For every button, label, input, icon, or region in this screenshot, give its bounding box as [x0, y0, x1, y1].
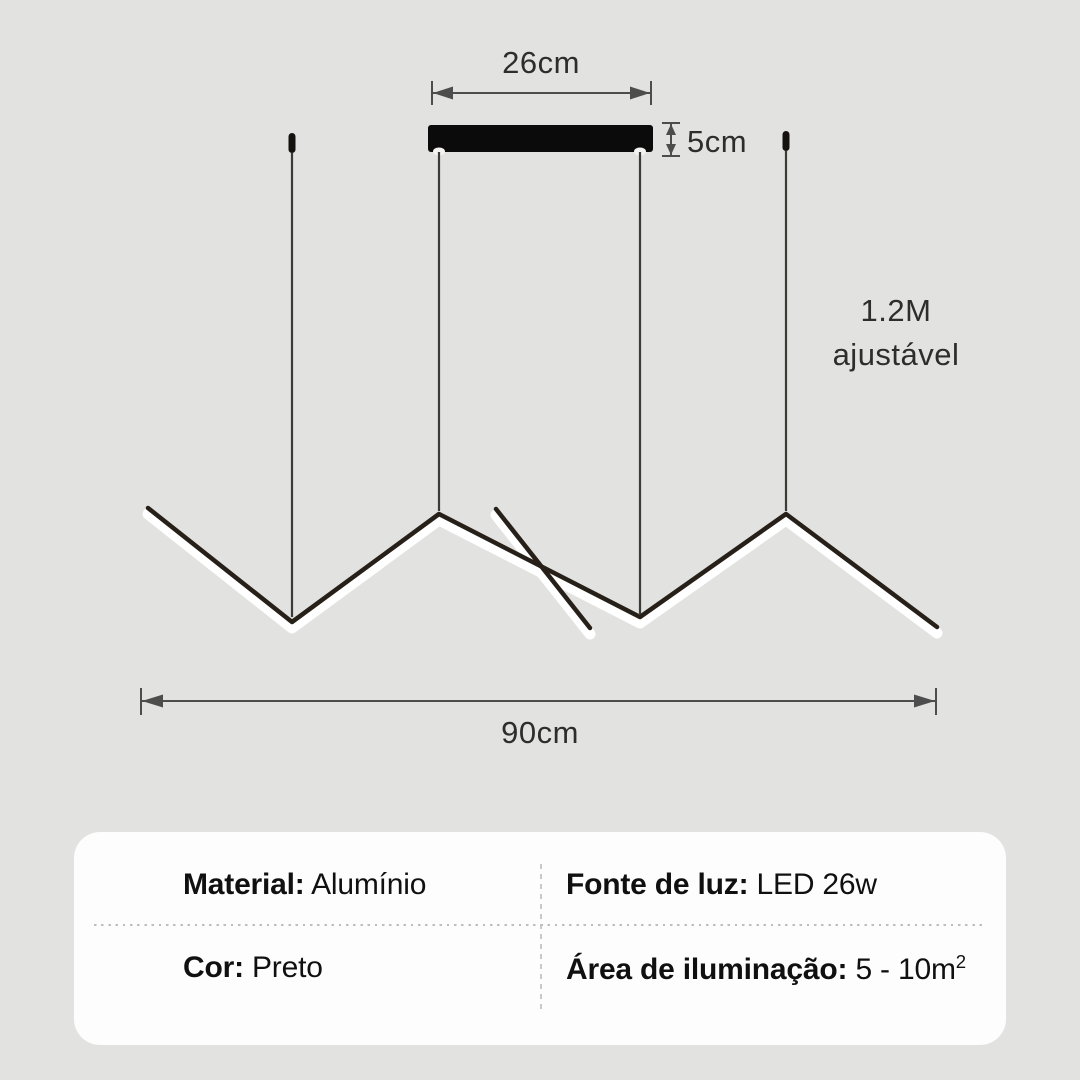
dim-5cm-arrow — [662, 123, 680, 156]
spec-panel — [74, 832, 1006, 1045]
spec-illumination-area-label: Área de iluminação: — [566, 953, 848, 986]
ceiling-mount — [428, 125, 653, 156]
spec-illumination-area-sup: 2 — [955, 951, 966, 972]
spec-illumination-area — [566, 951, 966, 987]
spec-light-source-value: LED 26w — [756, 868, 877, 901]
lamp-width-label: 90cm — [501, 715, 579, 750]
spec-material-label: Material: — [183, 868, 305, 901]
spec-color — [183, 951, 323, 985]
lamp-zigzag — [148, 508, 937, 634]
dim-90cm-arrow — [141, 688, 936, 715]
spec-color-value: Preto — [252, 951, 323, 984]
cable-adjustable-text: ajustável — [832, 337, 960, 372]
lamp-profile-back — [496, 509, 590, 628]
cable-top-cap-left — [289, 133, 296, 153]
cable-top-cap-right — [783, 131, 790, 151]
lamp-glow-strip-back — [496, 515, 590, 634]
spec-light-source — [566, 868, 877, 902]
spec-illumination-area-value: 5 - 10m — [855, 953, 956, 986]
suspension-cables — [289, 131, 790, 617]
panel-horizontal-divider — [94, 924, 986, 926]
mount-height-label: 5cm — [687, 124, 748, 159]
dim-26cm-arrow — [432, 81, 651, 105]
mount-width-label: 26cm — [502, 45, 580, 80]
cable-length-label — [791, 289, 1001, 377]
spec-material — [183, 868, 426, 902]
spec-material-value: Alumínio — [311, 868, 427, 901]
spec-color-label: Cor: — [183, 951, 244, 984]
panel-vertical-divider — [540, 864, 542, 1014]
cable-length-value: 1.2M — [860, 293, 932, 328]
spec-light-source-label: Fonte de luz: — [566, 868, 749, 901]
